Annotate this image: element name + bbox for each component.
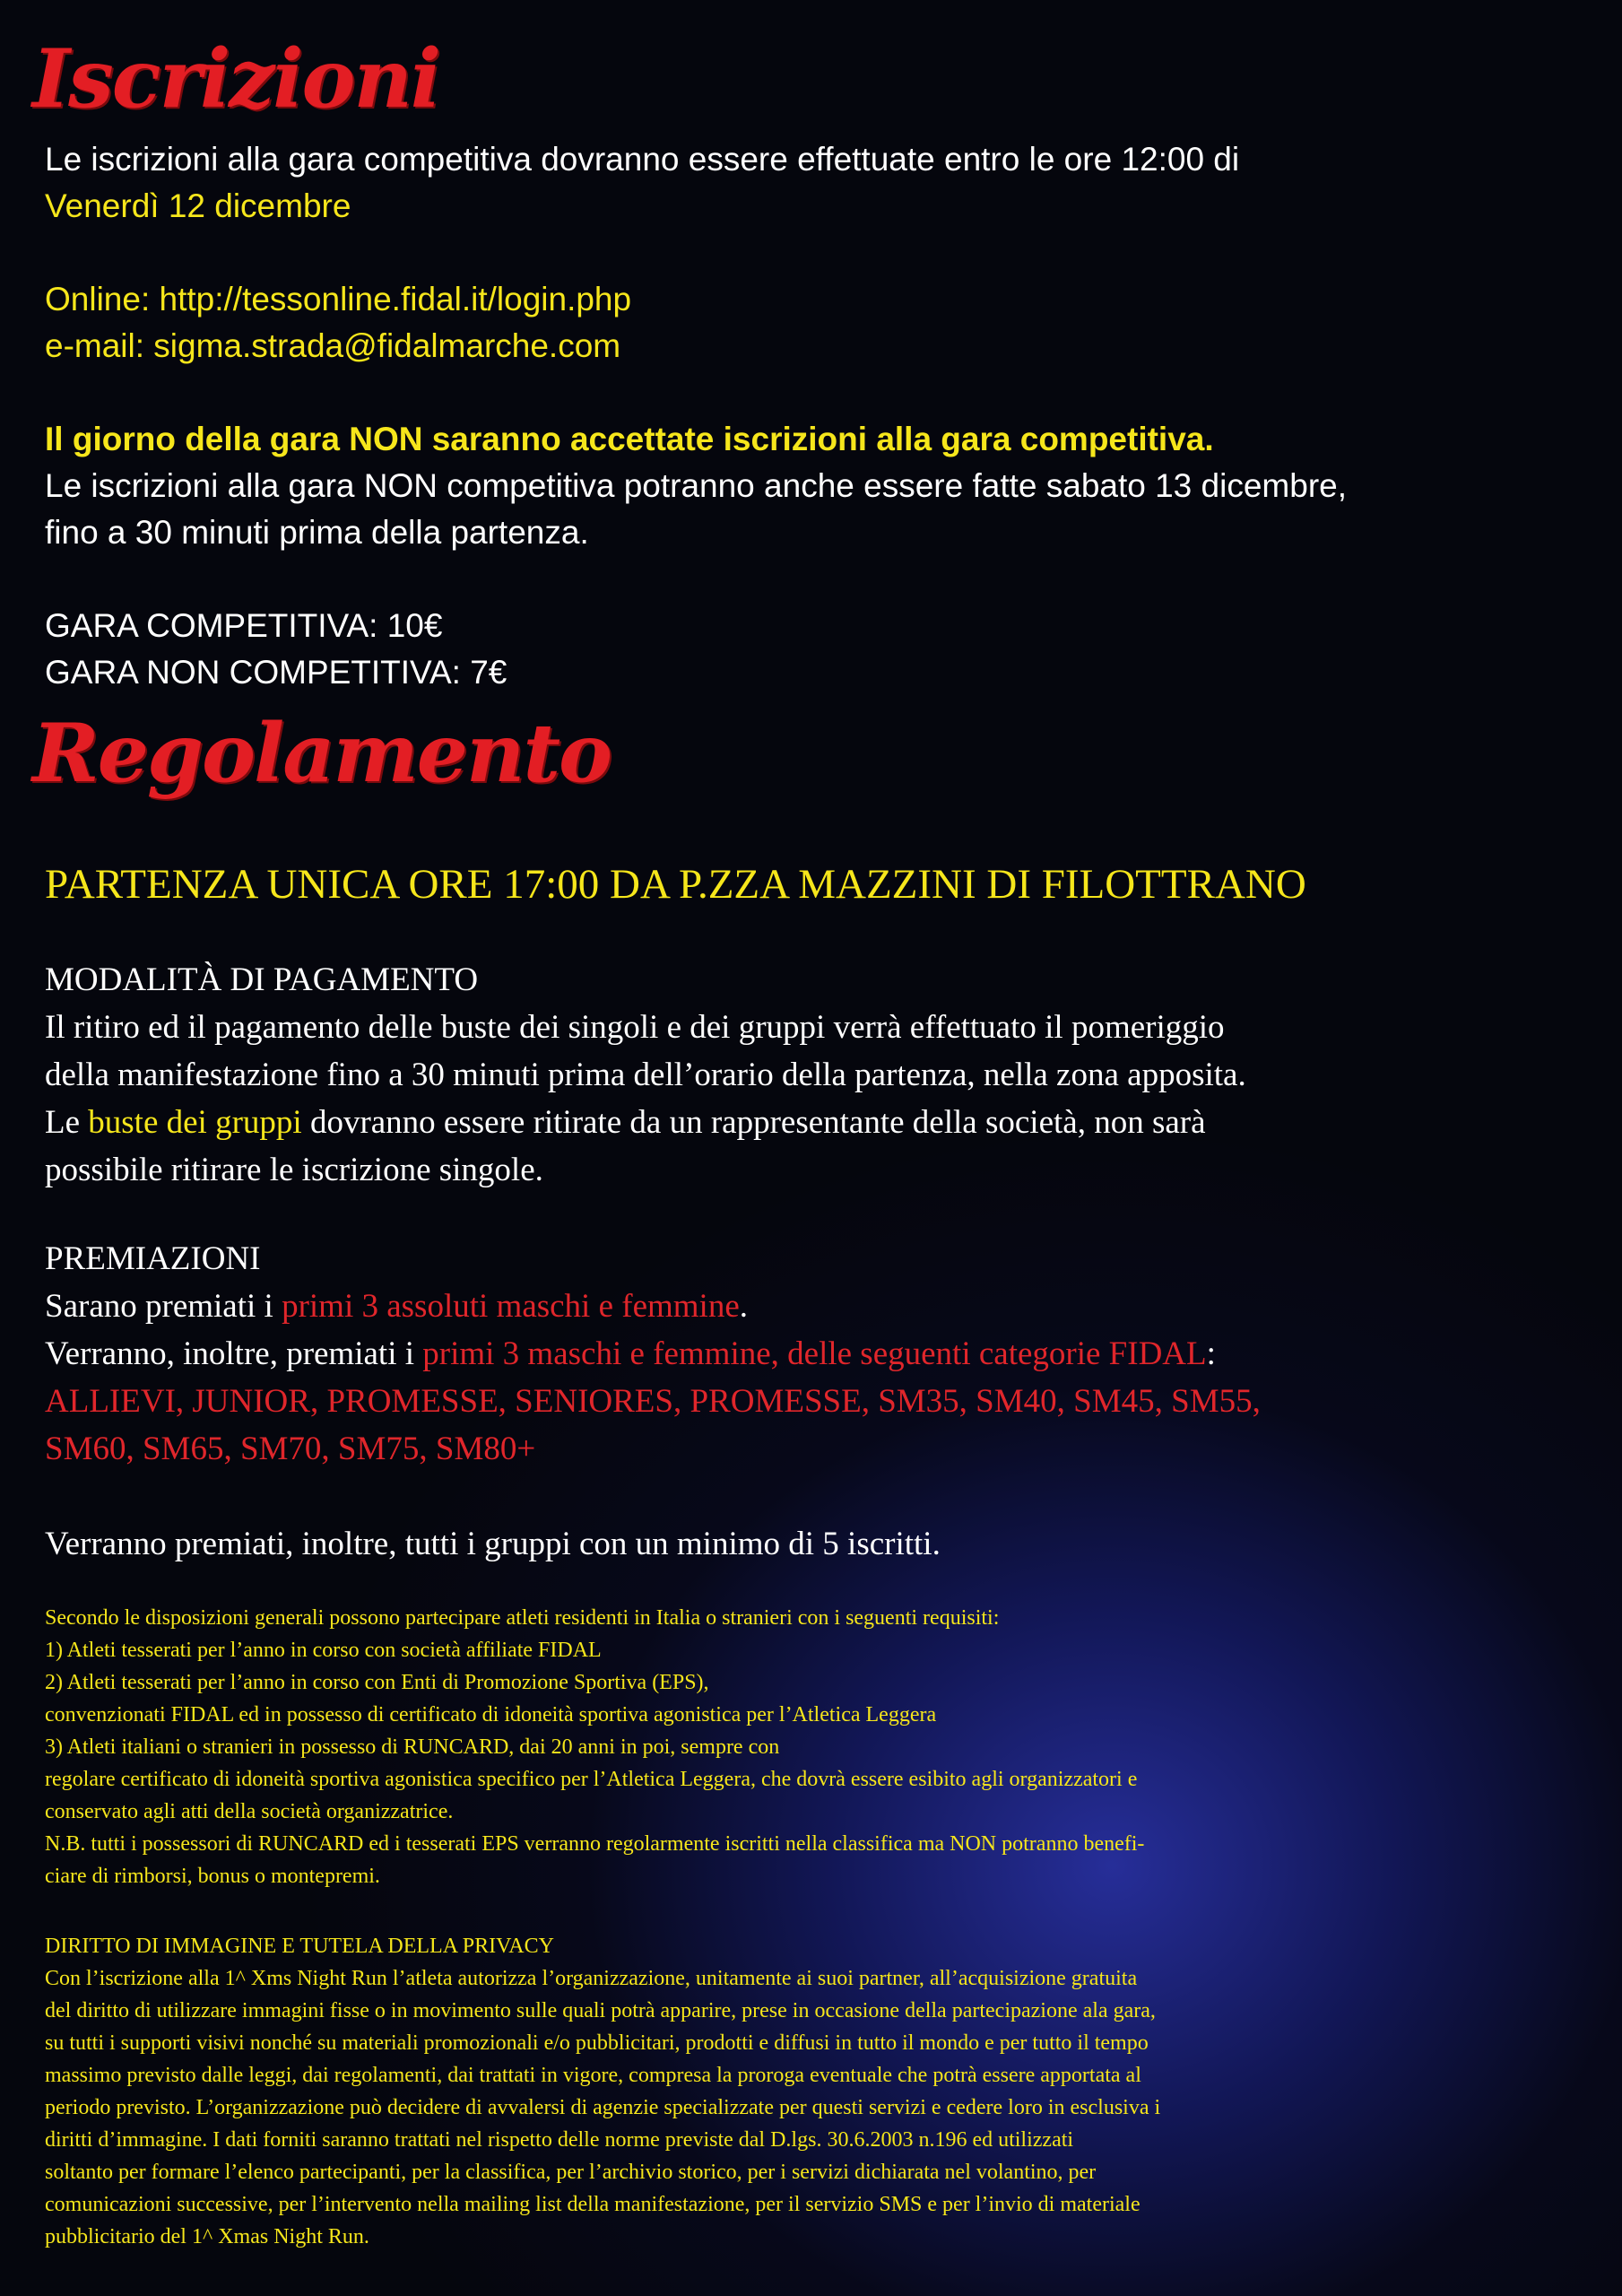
payment-text-1: Il ritiro ed il pagamento delle buste dei singoli e dei gruppi verrà effettuato il pomeriggio [45,1009,1225,1046]
payment-title: MODALITÀ DI PAGAMENTO [45,961,479,998]
payment-text-2: della manifestazione fino a 30 minuti prima dell’orario della partenza, nella zona apposita. [45,1057,1246,1093]
awards-text-2-post: : [1206,1335,1216,1372]
requirements-line: regolare certificato di idoneità sportiva agonistica specifico per l’Atletica Leggera, che dovrà essere esibito agli organizzatori e [45,1768,1138,1791]
categories-list-1: ALLIEVI, JUNIOR, PROMESSE, SENIORES, PROMESSE, SM35, SM40, SM45, SM55, [45,1383,1261,1420]
non-competitive-text-2: fino a 30 minuti prima della partenza. [45,514,589,551]
awards-section [45,1235,1586,1568]
privacy-line: pubblicitario del 1^ Xmas Night Run. [45,2225,369,2248]
requirements-line: 3) Atleti italiani o stranieri in possesso di RUNCARD, dai 20 anni in poi, sempre con [45,1735,780,1759]
payment-text-3 [45,1099,1586,1146]
groups-award: Verranno premiati, inoltre, tutti i gruppi con un minimo di 5 iscritti. [45,1526,941,1562]
privacy-line: del diritto di utilizzare immagini fisse o in movimento sulle quali potrà apparire, prese in occasione della partecipazione ala gara, [45,1999,1156,2022]
awards-title: PREMIAZIONI [45,1240,261,1277]
privacy-line: periodo previsto. L’organizzazione può decidere di avvalersi di agenzie specializzate per questi servizi e cedere loro in esclusiva i [45,2096,1161,2119]
iscrizioni-section [45,136,1586,696]
requirements-line: 2) Atleti tesserati per l’anno in corso con Enti di Promozione Sportiva (EPS), [45,1671,709,1694]
awards-text-2 [45,1330,1586,1378]
payment-text-3-pre: Le [45,1104,89,1141]
non-competitive-text-1: Le iscrizioni alla gara NON competitiva potranno anche essere fatte sabato 13 dicembre, [45,467,1347,504]
privacy-line: su tutti i supporti visivi nonché su materiali promozionali e/o pubblicitari, prodotti e diffusi in tutto il mondo e per tutto il tempo [45,2031,1149,2055]
price-competitive: GARA COMPETITIVA: 10€ [45,607,443,644]
requirements-line: 1) Atleti tesserati per l’anno in corso con società affiliate FIDAL [45,1639,602,1662]
awards-text-1-pre: Sarano premiati i [45,1288,282,1325]
iscrizioni-heading: Iscrizioni [32,31,440,126]
requirements-section [45,1602,1586,1892]
awards-text-1 [45,1283,1586,1330]
privacy-line: massimo previsto dalle leggi, dai regolamenti, dai trattati in vigore, compresa la proroga eventuale che potrà essere apportata al [45,2064,1141,2087]
categories-list-2: SM60, SM65, SM70, SM75, SM80+ [45,1431,536,1467]
privacy-line: soltanto per formare l’elenco partecipanti, per la classifica, per l’archivio storico, per i servizi dichiarata nel volantino, per [45,2161,1097,2184]
privacy-line: Con l’iscrizione alla 1^ Xms Night Run l’atleta autorizza l’organizzazione, unitamente ai suoi partner, all’acquisizione gratuita [45,1967,1138,1990]
payment-section [45,956,1586,1194]
start-info: PARTENZA UNICA ORE 17:00 DA P.ZZA MAZZINI DI FILOTTRANO [45,861,1306,908]
no-race-day-notice: Il giorno della gara NON saranno accettate iscrizioni alla gara competitiva. [45,421,1214,457]
regolamento-heading: Regolamento [32,706,612,801]
deadline-text: Le iscrizioni alla gara competitiva dovranno essere effettuate entro le ore 12:00 di [45,141,1240,178]
email-link[interactable]: e-mail: sigma.strada@fidalmarche.com [45,327,621,364]
price-non-competitive: GARA NON COMPETITIVA: 7€ [45,654,507,691]
payment-text-3-post: dovranno essere ritirate da un rappresentante della società, non sarà [301,1104,1206,1141]
group-envelopes-highlight: buste dei gruppi [88,1104,302,1141]
requirements-line: Secondo le disposizioni generali possono partecipare atleti residenti in Italia o stranieri con i seguenti requisiti: [45,1606,1000,1630]
payment-text-4: possibile ritirare le iscrizione singole. [45,1152,543,1188]
awards-text-2-pre: Verranno, inoltre, premiati i [45,1335,423,1372]
privacy-line: diritti d’immagine. I dati forniti saranno trattati nel rispetto delle norme previste dal D.lgs. 30.6.2003 n.196 ed utilizzati [45,2128,1074,2152]
privacy-section [45,1930,1586,2253]
awards-text-1-post: . [739,1288,749,1325]
category-winners-highlight: primi 3 maschi e femmine, delle seguenti categorie FIDAL [422,1335,1207,1372]
requirements-line: N.B. tutti i possessori di RUNCARD ed i tesserati EPS verranno regolarmente iscritti nella classifica ma NON potranno benefi- [45,1832,1145,1856]
requirements-line: conservato agli atti della società organizzatrice. [45,1800,454,1823]
requirements-line: convenzionati FIDAL ed in possesso di certificato di idoneità sportiva agonistica per l’Atletica Leggera [45,1703,937,1726]
requirements-line: ciare di rimborsi, bonus o montepremi. [45,1865,380,1888]
privacy-line: comunicazioni successive, per l’intervento nella mailing list della manifestazione, per il servizio SMS e per l’invio di materiale [45,2193,1141,2216]
online-link[interactable]: Online: http://tessonline.fidal.it/login.php [45,281,632,317]
deadline-date: Venerdì 12 dicembre [45,187,351,224]
overall-winners-highlight: primi 3 assoluti maschi e femmine [282,1288,740,1325]
privacy-title: DIRITTO DI IMMAGINE E TUTELA DELLA PRIVACY [45,1935,554,1958]
